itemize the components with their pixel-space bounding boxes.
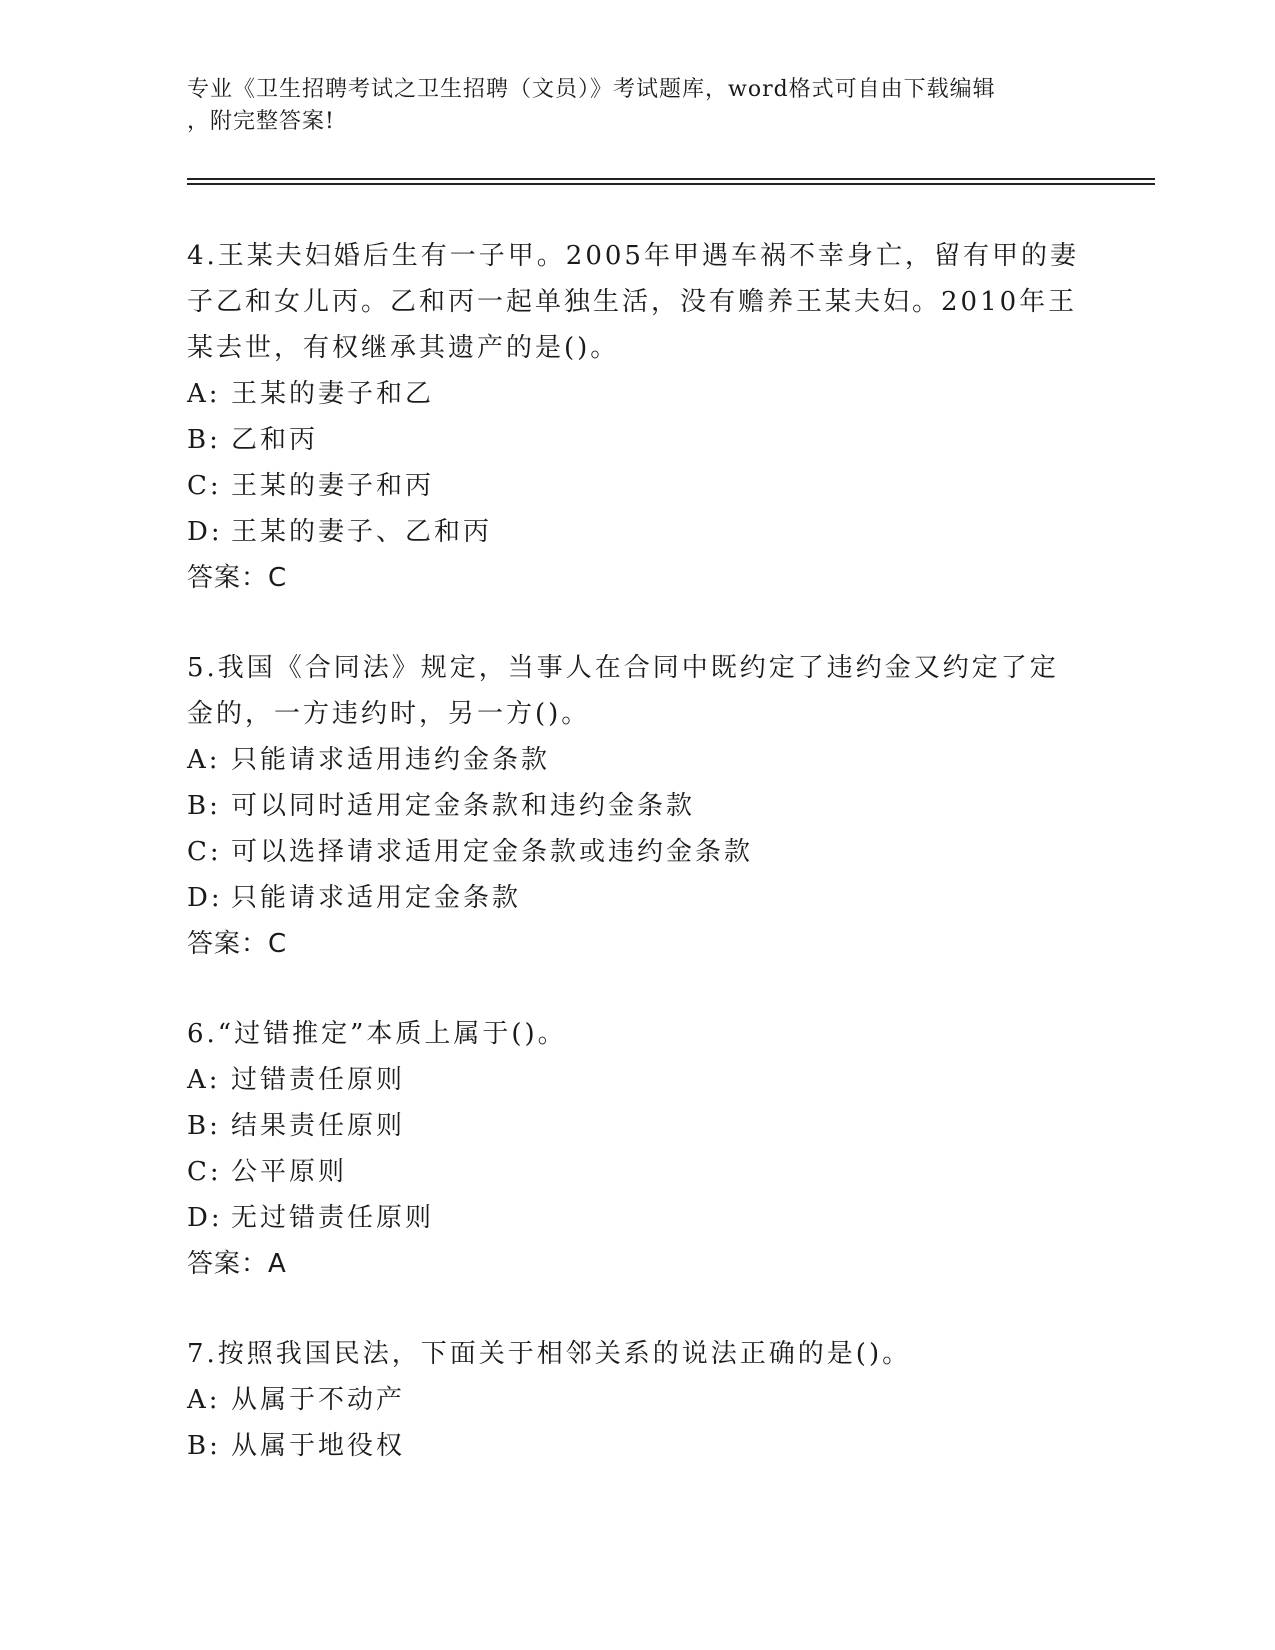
option-b: [187, 1103, 1087, 1149]
option-text: 无过错责任原则: [231, 1203, 435, 1233]
option-letter: C:: [187, 837, 222, 867]
option-letter: C:: [187, 471, 222, 501]
question-list: [187, 233, 1087, 1513]
option-c: [187, 1149, 1087, 1195]
question-text: 5.我国《合同法》规定，当事人在合同中既约定了违约金又约定了定金的，一方违约时，另一方()。: [187, 653, 1059, 729]
option-letter: A:: [187, 1065, 221, 1095]
option-b: [187, 1423, 1087, 1469]
header-divider-bottom: [187, 183, 1155, 185]
header-line-2: ，附完整答案!: [187, 109, 335, 134]
question-text: 7.按照我国民法，下面关于相邻关系的说法正确的是()。: [187, 1339, 912, 1369]
option-letter: D:: [187, 517, 223, 547]
header-divider-top: [187, 178, 1155, 180]
question-6: [187, 1011, 1087, 1287]
option-text: 只能请求适用违约金条款: [231, 745, 551, 775]
option-a: [187, 1057, 1087, 1103]
question-text: 4.王某夫妇婚后生有一子甲。2005年甲遇车祸不幸身亡，留有甲的妻子乙和女儿丙。乙和丙一起单独生活，没有赡养王某夫妇。2010年王某去世，有权继承其遗产的是()。: [187, 241, 1079, 363]
option-letter: B:: [187, 1431, 221, 1461]
option-letter: D:: [187, 883, 223, 913]
question-5: [187, 645, 1087, 967]
option-letter: B:: [187, 1111, 221, 1141]
option-letter: D:: [187, 1203, 223, 1233]
option-text: 王某的妻子和乙: [231, 379, 435, 409]
option-text: 过错责任原则: [231, 1065, 406, 1095]
question-7: [187, 1331, 1087, 1469]
option-text: 王某的妻子、乙和丙: [231, 517, 493, 547]
option-text: 从属于地役权: [231, 1431, 406, 1461]
answer: 答案：C: [187, 563, 288, 593]
option-text: 结果责任原则: [231, 1111, 406, 1141]
option-letter: C:: [187, 1157, 222, 1187]
option-c: [187, 829, 1087, 875]
option-letter: B:: [187, 791, 221, 821]
option-text: 可以选择请求适用定金条款或违约金条款: [231, 837, 754, 867]
option-letter: A:: [187, 379, 221, 409]
option-letter: B:: [187, 425, 221, 455]
option-letter: A:: [187, 745, 221, 775]
option-letter: A:: [187, 1385, 221, 1415]
answer: 答案：C: [187, 929, 288, 959]
option-a: [187, 737, 1087, 783]
question-text: 6.“过错推定”本质上属于()。: [187, 1019, 567, 1049]
document-header: [187, 74, 1067, 138]
option-a: [187, 371, 1087, 417]
option-d: [187, 1195, 1087, 1241]
option-b: [187, 783, 1087, 829]
header-line-1: 专业《卫生招聘考试之卫生招聘（文员）》考试题库，word格式可自由下载编辑: [187, 77, 996, 102]
option-b: [187, 417, 1087, 463]
option-text: 乙和丙: [231, 425, 319, 455]
option-text: 从属于不动产: [231, 1385, 406, 1415]
option-text: 王某的妻子和丙: [231, 471, 435, 501]
option-c: [187, 463, 1087, 509]
option-a: [187, 1377, 1087, 1423]
option-text: 可以同时适用定金条款和违约金条款: [231, 791, 696, 821]
question-4: [187, 233, 1087, 601]
option-d: [187, 875, 1087, 921]
answer: 答案：A: [187, 1249, 287, 1279]
option-d: [187, 509, 1087, 555]
option-text: 只能请求适用定金条款: [231, 883, 522, 913]
option-text: 公平原则: [231, 1157, 348, 1187]
